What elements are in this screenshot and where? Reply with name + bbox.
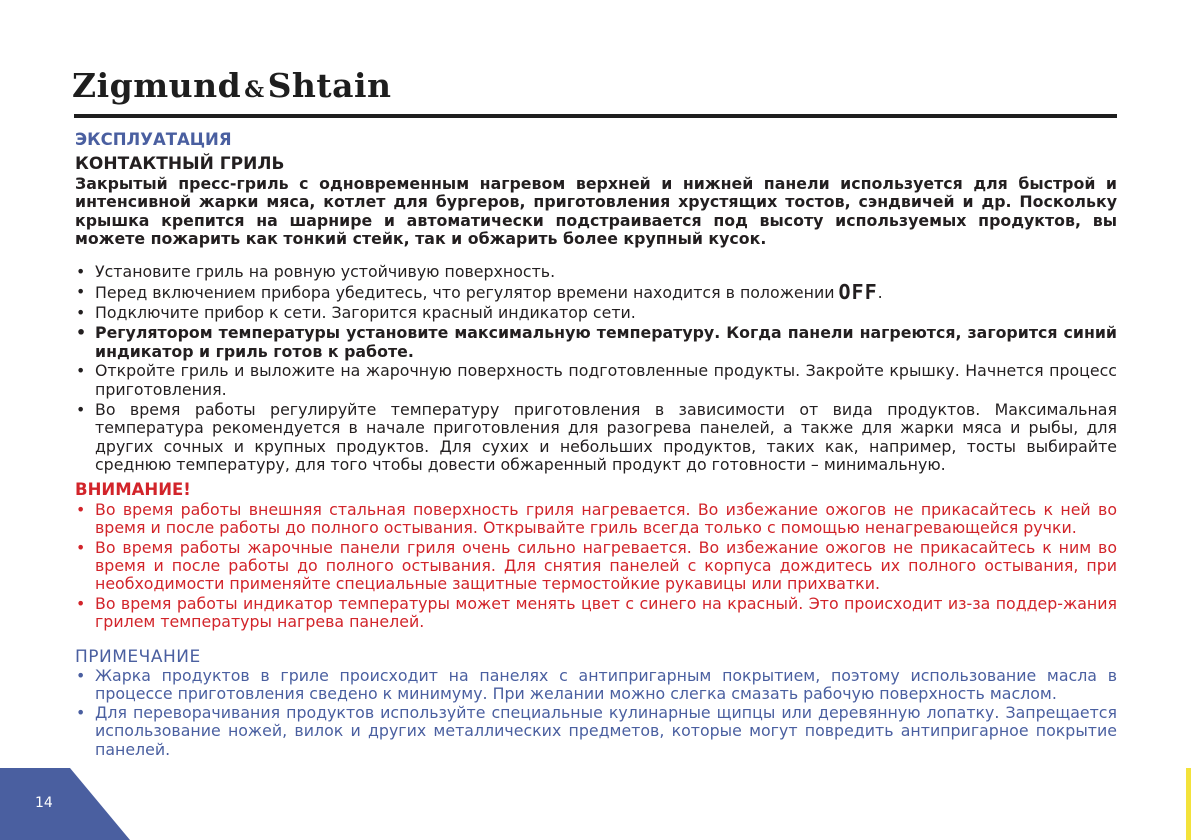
- list-item: [75, 324, 1117, 361]
- list-item-text: Во время работы индикатор температуры может менять цвет с синего на красный. Это происходит из-за поддер-жания грилем температуры нагрева панелей.: [95, 593, 1117, 632]
- list-item: [75, 667, 1117, 704]
- instructions-list: [75, 263, 1117, 474]
- list-item: [75, 501, 1117, 538]
- list-item-text: Установите гриль на ровную устойчивую поверхность.: [95, 262, 556, 282]
- list-item-text: Регулятором температуры установите максимальную температуру. Когда панели нагреются, загорится синий индикатор и гриль готов к работе.: [95, 323, 1117, 361]
- list-item-text: Откройте гриль и выложите на жарочную поверхность подготовленные продукты. Закройте крышку. Начнется процесс приготовления.: [95, 361, 1117, 399]
- list-item: [75, 595, 1117, 632]
- note-list: [75, 667, 1117, 759]
- note-title: ПРИМЕЧАНИЕ: [75, 646, 201, 667]
- list-item: [75, 304, 1117, 322]
- list-item-text: Жарка продуктов в гриле происходит на панелях с антипригарным покрытием, поэтому использование масла в процессе приготовления сведено к минимуму. При желании можно слегка смазать рабочую поверхность маслом.: [95, 666, 1117, 704]
- list-item: [75, 401, 1117, 475]
- list-item: [75, 704, 1117, 759]
- list-item-end: .: [877, 283, 883, 303]
- warning-list: [75, 501, 1117, 632]
- list-item-text: Во время работы жарочные панели гриля очень сильно нагревается. Во избежание ожогов не прикасайтесь к ним во время и после работы до полного остывания. Для снятия панелей с корпуса дождитесь их полного остывания, при необходимости применяйте специальные защитные термостойкие рукавицы или прихватки.: [95, 537, 1117, 594]
- page-number: 14: [35, 795, 53, 811]
- list-item-text: Во время работы внешняя стальная поверхность гриля нагревается. Во избежание ожогов не прикасайтесь к ней во время и после работы до полного остывания. Открывайте гриль всегда только с помощью ненагревающейся ручки.: [95, 499, 1117, 538]
- warning-title: ВНИМАНИЕ!: [75, 480, 191, 500]
- list-item-text: Подключите прибор к сети. Загорится красный индикатор сети.: [95, 303, 636, 323]
- page-content: [75, 131, 1117, 759]
- list-item: [75, 263, 1117, 281]
- list-item: [75, 539, 1117, 594]
- header-rule: [74, 114, 1117, 118]
- brand-logo: [72, 66, 392, 105]
- page-corner-tab: [0, 768, 130, 840]
- corner-mark: [1186, 768, 1191, 840]
- list-item: [75, 280, 1117, 305]
- brand-logo-left: Zigmund: [72, 66, 242, 105]
- list-item: [75, 362, 1117, 399]
- intro-paragraph: Закрытый пресс-гриль с одновременным нагревом верхней и нижней панели используется для быстрой и интенсивной жарки мяса, котлет для бургеров, приготовления хрустящих тостов, сэндвичей и др. Поскольку крышка крепится на шарнире и автоматически подстраивается под высоту используемых продуктов, вы можете пожарить как тонкий стейк, так и обжарить более крупный кусок.: [75, 173, 1117, 249]
- brand-logo-right: Shtain: [267, 66, 392, 105]
- section-label: ЭКСПЛУАТАЦИЯ: [75, 130, 232, 149]
- brand-logo-ampersand: &: [244, 77, 265, 103]
- section-title: КОНТАКТНЫЙ ГРИЛЬ: [75, 154, 285, 175]
- list-item-text: Во время работы регулируйте температуру приготовления в зависимости от вида продуктов. Максимальная температура рекомендуется в начале приготовления для разогрева панелей, а также для жарки мяса и рыбы, для других сочных и крупных продуктов. Для сухих и небольших продуктов, таких как, например, тосты выбирайте среднюю температуру, для того чтобы довести обжаренный продукт до готовности – минимальную.: [95, 399, 1117, 474]
- off-label: OFF: [838, 280, 878, 305]
- list-item-text: Для переворачивания продуктов используйте специальные кулинарные щипцы или деревянную лопатку. Запрещается использование ножей, вилок и других металлических предметов, которые могут повредить антипригарное покрытие панелей.: [95, 702, 1117, 759]
- list-item-text: Перед включением прибора убедитесь, что регулятор времени находится в положении: [95, 283, 835, 303]
